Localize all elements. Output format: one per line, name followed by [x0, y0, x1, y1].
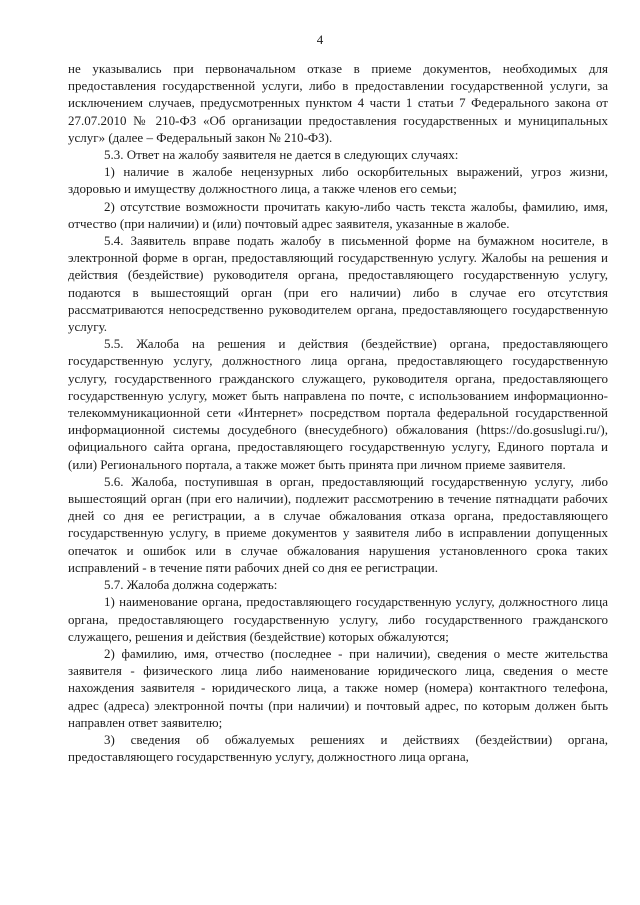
paragraph: не указывались при первоначальном отказе в приеме документов, необходимых для предоставления государственной услуги, либо в предоставлении государственной услуги, за исключением случаев, предусмотренных пунктом 4 части 1 статьи 7 Федерального закона от 27.07.2010 № 210-ФЗ «Об организации предоставления государственных и муниципальных услуг» (далее – Федеральный закон № 210-ФЗ). [68, 61, 608, 145]
paragraph: 1) наименование органа, предоставляющего государственную услугу, должностного лица органа, предоставляющего государственную услугу, либо государственного гражданского служащего, решения и действия (бездействие) которых обжалуются; [68, 594, 608, 644]
page-number: 4 [316, 32, 324, 47]
paragraph: 5.4. Заявитель вправе подать жалобу в письменной форме на бумажном носителе, в электронной форме в орган, предоставляющий государственную услугу. Жалобы на решения и действия (бездействие) руководителя органа, предоставляющего государственную услугу, подаются в вышестоящий орган (при его наличии) либо в случае его отсутствия рассматриваются непосредственно руководителем органа, предоставляющего государственную услугу. [68, 233, 608, 335]
paragraph: 1) наличие в жалобе нецензурных либо оскорбительных выражений, угроз жизни, здоровью и имуществу должностного лица, а также членов его семьи; [68, 164, 608, 197]
paragraph: 5.7. Жалоба должна содержать: [104, 577, 278, 593]
paragraph: 2) отсутствие возможности прочитать какую-либо часть текста жалобы, фамилию, имя, отчество (при наличии) и (или) почтовый адрес заявителя, указанные в жалобе. [68, 198, 608, 231]
body-text [68, 60, 608, 765]
paragraph: 3) сведения об обжалуемых решениях и действиях (бездействии) органа, предоставляющего государственную услугу, должностного лица органа, [68, 731, 608, 765]
paragraph: 2) фамилию, имя, отчество (последнее - при наличии), сведения о месте жительства заявителя - физического лица либо наименование юридического лица, сведения о месте нахождения заявителя - юридического лица, а также номер (номера) контактного телефона, адрес (адреса) электронной почты (при наличии) и почтовый адрес, по которым должен быть направлен ответ заявителю; [68, 645, 608, 730]
paragraph: 5.5. Жалоба на решения и действия (бездействие) органа, предоставляющего государственную услугу, должностного лица органа, предоставляющего государственную услугу, государственного гражданского служащего, руководителя органа, предоставляющего государственную услугу, может быть направлена по почте, с использованием информационно-телекоммуникационной сети «Интернет» посредством портала федеральной государственной информационной системы досудебного (внесудебного) обжалования (https://do.gosuslugi.ru/), официального сайта органа, предоставляющего государственную услугу, Единого портала и (или) Регионального портала, а также может быть принята при личном приеме заявителя. [68, 336, 608, 472]
paragraph: 5.6. Жалоба, поступившая в орган, предоставляющий государственную услугу, либо вышестоящий орган (при его наличии), подлежит рассмотрению в течение пятнадцати рабочих дней со дня ее регистрации, а в случае обжалования отказа органа, предоставляющего государственную услугу, в приеме документов у заявителя либо в исправлении допущенных опечаток и ошибок или в случае обжалования нарушения установленного срока таких исправлений - в течение пяти рабочих дней со дня ее регистрации. [68, 473, 608, 575]
paragraph: 5.3. Ответ на жалобу заявителя не дается в следующих случаях: [104, 147, 459, 163]
